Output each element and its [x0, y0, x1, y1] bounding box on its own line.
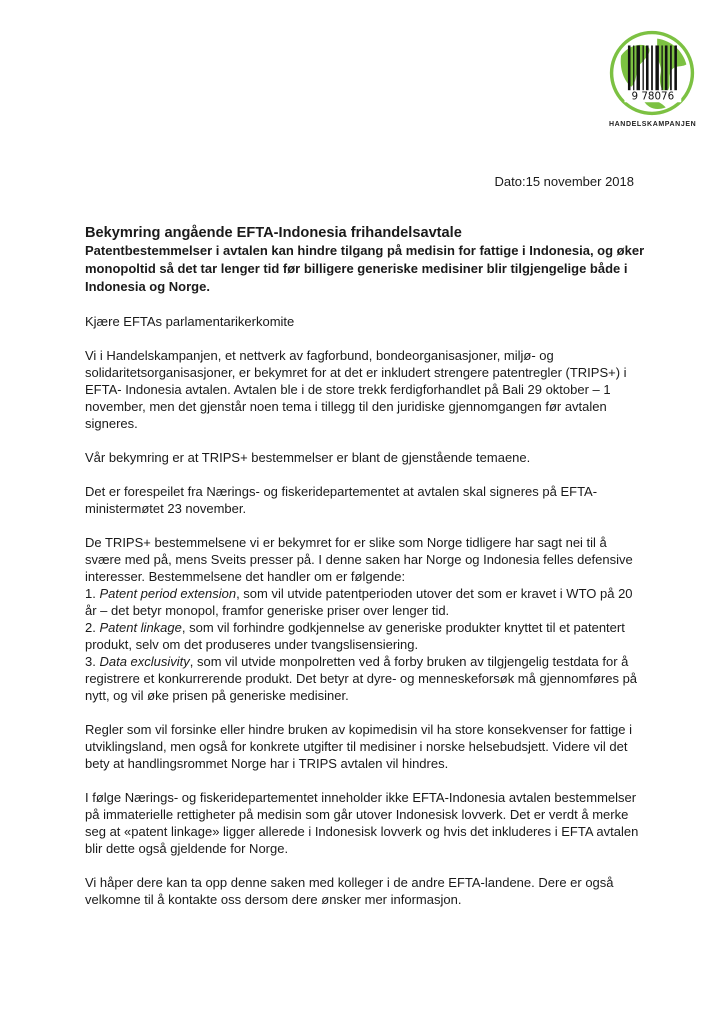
document-title: Bekymring angående EFTA-Indonesia frihandelsavtale — [85, 225, 462, 241]
list-item-term: Patent period extension — [99, 586, 237, 601]
list-item-term: Data exclusivity — [99, 654, 190, 669]
letter-body — [85, 224, 645, 908]
provision-list — [85, 585, 645, 704]
list-item: 2. Patent linkage, som vil forhindre godkjennelse av generiske produkter knyttet til et patentert produkt, selv om det produseres under tvangslisensiering. — [85, 620, 625, 652]
globe-barcode-icon — [609, 30, 695, 116]
paragraph-2: Vår bekymring er at TRIPS+ bestemmelser er blant de gjenstående temaene. — [85, 450, 531, 465]
salutation: Kjære EFTAs parlamentarikerkomite — [85, 314, 295, 329]
logo-name: HANDELSKAMPANJEN — [609, 121, 697, 128]
document-date: Dato:15 november 2018 — [494, 174, 634, 189]
list-item: 1. Patent period extension, som vil utvide patentperioden utover det som er kravet i WTO på 20 år – det betyr monopol, framfor generiske priser over lenger tid. — [85, 586, 633, 618]
list-item-term: Patent linkage — [99, 620, 182, 635]
paragraph-6: I følge Nærings- og fiskeridepartementet inneholder ikke EFTA-Indonesia avtalen bestemmelser på immaterielle rettigheter på medisin som går utover Indonesisk lovverk. Det er verdt å merke seg at «patent linkage» ligger allerede i Indonesisk lovverk og hvis det inkluderes i EFTA avtalen blir dette også gjeldende for Norge. — [85, 790, 639, 856]
paragraph-4: De TRIPS+ bestemmelsene vi er bekymret for er slike som Norge tidligere har sagt nei til å svære med på, mens Sveits presser på. I denne saken har Norge og Indonesia felles defensive interesser. Bestemmelsene det handler om er følgende: — [85, 535, 633, 584]
list-item: 3. Data exclusivity, som vil utvide monpolretten ved å forby bruken av tilgjengelig testdata for å registrere et konkurrerende produkt. Det betyr at dyre- og menneskeforsøk må gjennomføres på nytt, og vil øke prisen på generiske medisiner. — [85, 654, 638, 703]
handelskampanjen-logo — [609, 30, 695, 128]
paragraph-3: Det er forespeilet fra Nærings- og fiskeridepartementet at avtalen skal signeres på EFTA-ministermøtet 23 november. — [85, 484, 598, 516]
paragraph-5: Regler som vil forsinke eller hindre bruken av kopimedisin vil ha store konsekvenser for fattige i utviklingsland, men også for konkrete utgifter til medisiner i norske helsebudsjett. Videre vil det bety at handlingsrommet Norge har i TRIPS avtalen vil hindres. — [85, 722, 632, 771]
paragraph-7: Vi håper dere kan ta opp denne saken med kolleger i de andre EFTA-landene. Dere er også velkomne til å kontakte oss dersom dere ønsker mer informasjon. — [85, 875, 614, 907]
document-subtitle: Patentbestemmelser i avtalen kan hindre tilgang på medisin for fattige i Indonesia, og øker monopoltid så det tar lenger tid før billigere generiske medisiner blir tilgjengelige både i Indonesia og Norge. — [85, 243, 645, 294]
paragraph-1: Vi i Handelskampanjen, et nettverk av fagforbund, bondeorganisasjoner, miljø- og solidaritetsorganisasjoner, er bekymret for at det er inkludert strengere patentregler (TRIPS+) i EFTA- Indonesia avtalen. Avtalen ble i de store trekk ferdigforhandlet på Bali 29 oktober – 1 november, men det gjenstår noen tema i tillegg til den juridiske gjennomgangen før avtalen signeres. — [85, 348, 627, 431]
barcode-number: 9 78076 — [631, 90, 675, 103]
